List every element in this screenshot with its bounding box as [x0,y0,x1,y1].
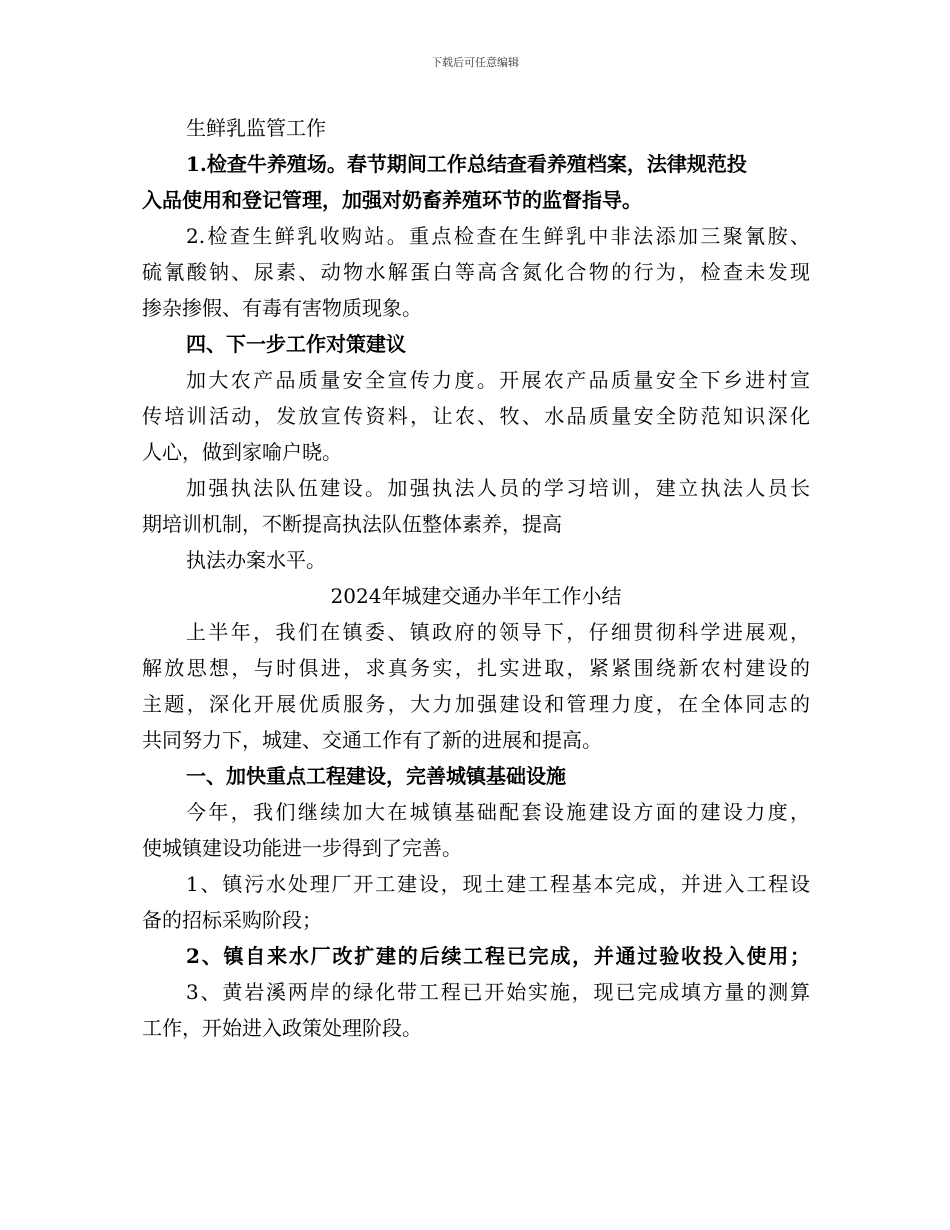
document-title: 2024年城建交通办半年工作小结 [330,584,622,608]
section-heading: 四、下一步工作对策建议 [186,332,406,356]
page-header: 下载后可任意编辑 [431,56,519,69]
paragraph-line: 入品使用和登记管理，加强对奶畜养殖环节的监督指导。 [142,188,642,212]
paragraph-line: 传培训活动，发放宣传资料，让农、牧、水品质量安全防范知识深化 [142,404,810,428]
paragraph-line: 解放思想，与时俱进，求真务实，扎实进取，紧紧围绕新农村建设的 [142,656,810,680]
paragraph-line: 硫氰酸钠、尿素、动物水解蛋白等高含氮化合物的行为，检查未发现 [142,260,810,284]
paragraph-line: 主题，深化开展优质服务，大力加强建设和管理力度，在全体同志的 [142,692,810,716]
paragraph-line: 备的招标采购阶段； [142,908,322,932]
document-body [142,110,810,1046]
paragraph-line: 今年，我们继续加大在城镇基础配套设施建设方面的建设力度， [186,800,810,824]
paragraph-line: 2.检查生鲜乳收购站。重点检查在生鲜乳中非法添加三聚氰胺、 [186,224,810,248]
paragraph-line: 掺杂掺假、有毒有害物质现象。 [142,296,422,320]
paragraph-line: 期培训机制，不断提高执法队伍整体素养，提高 [142,512,562,536]
paragraph-line: 执法办案水平。 [186,548,326,572]
paragraph-line: 人心，做到家喻户晓。 [142,440,342,464]
paragraph-line: 工作，开始进入政策处理阶段。 [142,1016,422,1040]
paragraph-line: 3、黄岩溪两岸的绿化带工程已开始实施，现已完成填方量的测算 [186,980,810,1004]
paragraph-line: 上半年，我们在镇委、镇政府的领导下，仔细贯彻科学进展观， [186,620,810,644]
section-heading: 一、加快重点工程建设，完善城镇基础设施 [186,764,566,788]
paragraph-line: 1.检查牛养殖场。春节期间工作总结查看养殖档案，法律规范投 [186,152,747,176]
paragraph-line: 1、镇污水处理厂开工建设，现土建工程基本完成，并进入工程设 [186,872,810,896]
paragraph-line: 共同努力下，城建、交通工作有了新的进展和提高。 [142,728,602,752]
paragraph-line: 2、镇自来水厂改扩建的后续工程已完成，并通过验收投入使用； [186,944,810,968]
paragraph-line: 使城镇建设功能进一步得到了完善。 [142,836,462,860]
paragraph-line: 加大农产品质量安全宣传力度。开展农产品质量安全下乡进村宣 [186,368,810,392]
paragraph-line: 加强执法队伍建设。加强执法人员的学习培训，建立执法人员长 [186,476,810,500]
section-heading: 生鲜乳监管工作 [186,116,326,140]
